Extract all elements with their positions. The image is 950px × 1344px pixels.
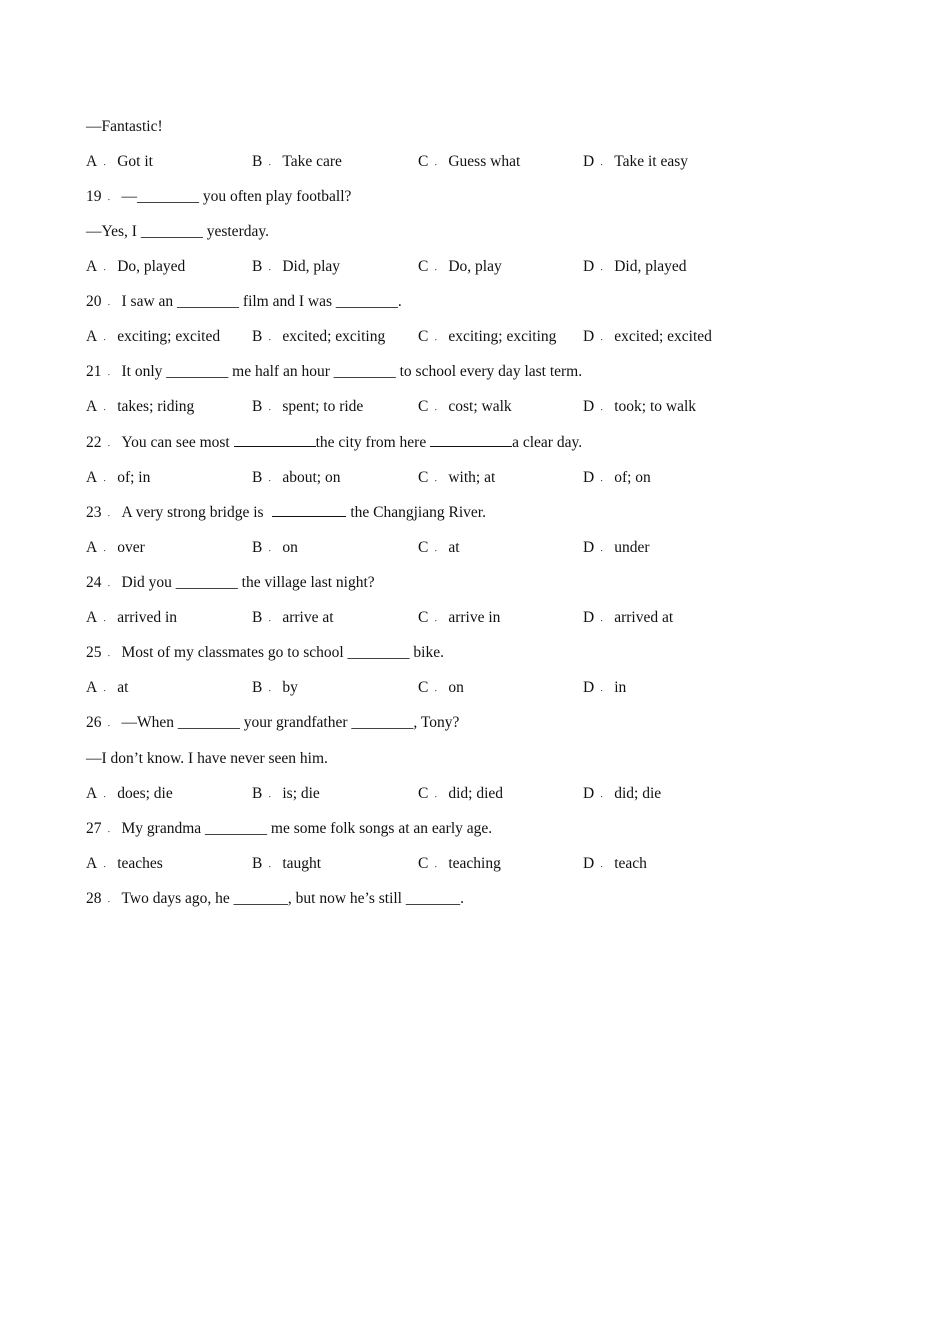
option-d[interactable]	[583, 466, 651, 490]
option-letter: D	[583, 258, 595, 275]
question-24	[86, 571, 375, 595]
answer-line	[86, 747, 328, 771]
number-separator: ．	[268, 683, 278, 694]
number-separator: ．	[434, 157, 444, 168]
option-text: teaches	[117, 855, 163, 872]
option-c[interactable]	[418, 255, 502, 279]
option-letter: A	[86, 785, 98, 802]
number-separator: ．	[268, 332, 278, 343]
option-c[interactable]	[418, 150, 520, 174]
option-letter: D	[583, 785, 595, 802]
number-separator: ．	[107, 192, 117, 203]
option-letter: C	[418, 153, 429, 170]
question-text: Did you ________ the village last night?	[121, 574, 375, 591]
option-letter: D	[583, 398, 595, 415]
option-c[interactable]	[418, 466, 495, 490]
option-letter: A	[86, 153, 98, 170]
option-text: did; die	[614, 785, 662, 802]
option-text: under	[614, 539, 650, 556]
option-b[interactable]	[252, 395, 363, 419]
option-b[interactable]	[252, 606, 334, 630]
option-letter: C	[418, 539, 429, 556]
option-b[interactable]	[252, 325, 385, 349]
option-letter: B	[252, 398, 263, 415]
option-letter: D	[583, 328, 595, 345]
option-letter: D	[583, 539, 595, 556]
option-b[interactable]	[252, 255, 340, 279]
option-text: exciting; excited	[117, 328, 221, 345]
option-text: about; on	[282, 469, 341, 486]
option-text: teaching	[448, 855, 501, 872]
option-text: taught	[282, 855, 322, 872]
answer-line	[86, 115, 163, 139]
number-separator: ．	[103, 332, 113, 343]
option-letter: C	[418, 785, 429, 802]
question-text: Two days ago, he _______, but now he’s still _______.	[121, 890, 464, 907]
question-text: It only ________ me half an hour ________ to school every day last term.	[121, 363, 583, 380]
blank-underline	[272, 501, 346, 517]
question-text: the Changjiang River.	[346, 504, 486, 521]
option-text: arrived in	[117, 609, 178, 626]
question-27	[86, 817, 492, 841]
option-letter: B	[252, 855, 263, 872]
option-letter: A	[86, 398, 98, 415]
option-b[interactable]	[252, 782, 320, 806]
option-text: teach	[614, 855, 647, 872]
option-letter: C	[418, 328, 429, 345]
option-letter: D	[583, 153, 595, 170]
option-text: on	[282, 539, 298, 556]
option-d[interactable]	[583, 536, 650, 560]
option-d[interactable]	[583, 255, 687, 279]
option-letter: A	[86, 679, 98, 696]
option-a[interactable]	[86, 255, 185, 279]
number-separator: ．	[268, 613, 278, 624]
option-a[interactable]	[86, 466, 150, 490]
number-separator: ．	[103, 543, 113, 554]
number-separator: ．	[107, 894, 117, 905]
question-23	[86, 501, 486, 525]
number-separator: ．	[107, 648, 117, 659]
option-letter: A	[86, 328, 98, 345]
option-text: of; in	[117, 469, 151, 486]
option-text: did; died	[448, 785, 504, 802]
option-letter: D	[583, 679, 595, 696]
question-text: 28	[86, 890, 102, 907]
option-text: of; on	[614, 469, 651, 486]
option-letter: C	[418, 855, 429, 872]
number-separator: ．	[434, 789, 444, 800]
option-letter: B	[252, 539, 263, 556]
option-text: Do, play	[448, 258, 502, 275]
option-text: excited; exciting	[282, 328, 386, 345]
option-letter: B	[252, 258, 263, 275]
number-separator: ．	[107, 297, 117, 308]
number-separator: ．	[434, 473, 444, 484]
option-c[interactable]	[418, 536, 460, 560]
option-text: arrive at	[282, 609, 334, 626]
option-a[interactable]	[86, 536, 145, 560]
option-b[interactable]	[252, 150, 342, 174]
number-separator: ．	[268, 473, 278, 484]
option-c[interactable]	[418, 782, 503, 806]
option-text: Guess what	[448, 153, 521, 170]
option-d[interactable]	[583, 150, 688, 174]
number-separator: ．	[103, 789, 113, 800]
number-separator: ．	[107, 578, 117, 589]
number-separator: ．	[103, 859, 113, 870]
question-text: I saw an ________ film and I was ________.	[121, 293, 402, 310]
option-a[interactable]	[86, 606, 177, 630]
number-separator: ．	[600, 543, 610, 554]
option-letter: C	[418, 679, 429, 696]
option-text: Take it easy	[614, 153, 689, 170]
option-c[interactable]	[418, 606, 500, 630]
option-letter: B	[252, 328, 263, 345]
number-separator: ．	[600, 789, 610, 800]
option-a[interactable]	[86, 395, 194, 419]
option-letter: D	[583, 469, 595, 486]
option-a[interactable]	[86, 325, 220, 349]
question-text: 25	[86, 644, 102, 661]
number-separator: ．	[434, 402, 444, 413]
question-text: 20	[86, 293, 102, 310]
option-text: Did, play	[282, 258, 341, 275]
number-separator: ．	[268, 262, 278, 273]
option-text: at	[117, 679, 129, 696]
option-text: took; to walk	[614, 398, 697, 415]
number-separator: ．	[107, 367, 117, 378]
option-letter: A	[86, 855, 98, 872]
number-separator: ．	[268, 789, 278, 800]
option-letter: C	[418, 398, 429, 415]
option-c[interactable]	[418, 676, 464, 700]
question-21	[86, 360, 582, 384]
option-text: at	[448, 539, 460, 556]
option-letter: A	[86, 609, 98, 626]
number-separator: ．	[268, 543, 278, 554]
question-text: you often play football?	[199, 188, 352, 205]
option-b[interactable]	[252, 466, 340, 490]
option-text: by	[282, 679, 298, 696]
number-separator: ．	[268, 157, 278, 168]
option-c[interactable]	[418, 395, 512, 419]
question-text: —When ________ your grandfather ________, Tony?	[121, 714, 460, 731]
option-d[interactable]	[583, 606, 673, 630]
option-b[interactable]	[252, 676, 298, 700]
number-separator: ．	[434, 613, 444, 624]
question-text: My grandma ________ me some folk songs at an early age.	[121, 820, 493, 837]
option-b[interactable]	[252, 536, 298, 560]
option-text: with; at	[448, 469, 496, 486]
option-text: is; die	[282, 785, 320, 802]
blank-underline	[430, 431, 512, 447]
question-text: 23	[86, 504, 102, 521]
option-letter: C	[418, 258, 429, 275]
option-d[interactable]	[583, 852, 647, 876]
number-separator: ．	[600, 402, 610, 413]
option-text: cost; walk	[448, 398, 512, 415]
question-text: Most of my classmates go to school ________ bike.	[121, 644, 444, 661]
option-d[interactable]	[583, 325, 712, 349]
number-separator: ．	[600, 683, 610, 694]
question-28	[86, 887, 464, 911]
option-d[interactable]	[583, 782, 661, 806]
option-letter: A	[86, 539, 98, 556]
number-separator: ．	[103, 683, 113, 694]
option-letter: B	[252, 469, 263, 486]
option-c[interactable]	[418, 325, 556, 349]
blank-underline	[234, 431, 316, 447]
number-separator: ．	[103, 473, 113, 484]
option-letter: B	[252, 679, 263, 696]
option-text: Do, played	[117, 258, 186, 275]
option-a[interactable]	[86, 782, 173, 806]
option-b[interactable]	[252, 852, 321, 876]
question-text: ________	[137, 188, 200, 205]
question-text: —Fantastic!	[86, 118, 163, 135]
option-c[interactable]	[418, 852, 501, 876]
number-separator: ．	[434, 332, 444, 343]
option-letter: C	[418, 469, 429, 486]
option-text: arrived at	[614, 609, 674, 626]
question-text: 26	[86, 714, 102, 731]
number-separator: ．	[107, 438, 117, 449]
question-text: 27	[86, 820, 102, 837]
question-19	[86, 185, 351, 209]
number-separator: ．	[600, 262, 610, 273]
question-text: 24	[86, 574, 102, 591]
question-text: 21	[86, 363, 102, 380]
option-text: arrive in	[448, 609, 501, 626]
number-separator: ．	[434, 859, 444, 870]
option-a[interactable]	[86, 852, 163, 876]
option-letter: A	[86, 258, 98, 275]
option-text: over	[117, 539, 145, 556]
option-letter: D	[583, 855, 595, 872]
option-d[interactable]	[583, 395, 696, 419]
question-text: —	[121, 188, 138, 205]
option-letter: B	[252, 153, 263, 170]
number-separator: ．	[107, 824, 117, 835]
question-text: —I don’t know. I have never seen him.	[86, 750, 328, 767]
number-separator: ．	[600, 859, 610, 870]
question-text: —Yes, I ________ yesterday.	[86, 223, 269, 240]
number-separator: ．	[434, 262, 444, 273]
option-text: on	[448, 679, 464, 696]
question-text: a clear day.	[512, 434, 583, 451]
number-separator: ．	[103, 402, 113, 413]
number-separator: ．	[434, 683, 444, 694]
question-22	[86, 431, 582, 455]
number-separator: ．	[600, 613, 610, 624]
option-letter: B	[252, 785, 263, 802]
option-text: in	[614, 679, 627, 696]
question-text: A very strong bridge is	[121, 504, 268, 521]
option-d[interactable]	[583, 676, 626, 700]
question-text: 19	[86, 188, 102, 205]
option-text: does; die	[117, 785, 173, 802]
option-text: Got it	[117, 153, 153, 170]
question-25	[86, 641, 444, 665]
option-a[interactable]	[86, 676, 128, 700]
question-20	[86, 290, 402, 314]
option-a[interactable]	[86, 150, 153, 174]
number-separator: ．	[103, 613, 113, 624]
number-separator: ．	[107, 718, 117, 729]
number-separator: ．	[103, 157, 113, 168]
number-separator: ．	[103, 262, 113, 273]
option-letter: D	[583, 609, 595, 626]
number-separator: ．	[268, 859, 278, 870]
number-separator: ．	[268, 402, 278, 413]
number-separator: ．	[600, 332, 610, 343]
option-text: excited; excited	[614, 328, 712, 345]
option-text: Did, played	[614, 258, 687, 275]
question-text: You can see most	[121, 434, 234, 451]
option-letter: A	[86, 469, 98, 486]
question-text: 22	[86, 434, 102, 451]
option-text: takes; riding	[117, 398, 195, 415]
option-text: exciting; exciting	[448, 328, 557, 345]
option-letter: C	[418, 609, 429, 626]
question-text: the city from here	[315, 434, 431, 451]
number-separator: ．	[600, 473, 610, 484]
number-separator: ．	[600, 157, 610, 168]
option-text: Take care	[282, 153, 342, 170]
option-letter: B	[252, 609, 263, 626]
question-26	[86, 711, 459, 735]
number-separator: ．	[107, 508, 117, 519]
answer-line	[86, 220, 269, 244]
number-separator: ．	[434, 543, 444, 554]
option-text: spent; to ride	[282, 398, 364, 415]
